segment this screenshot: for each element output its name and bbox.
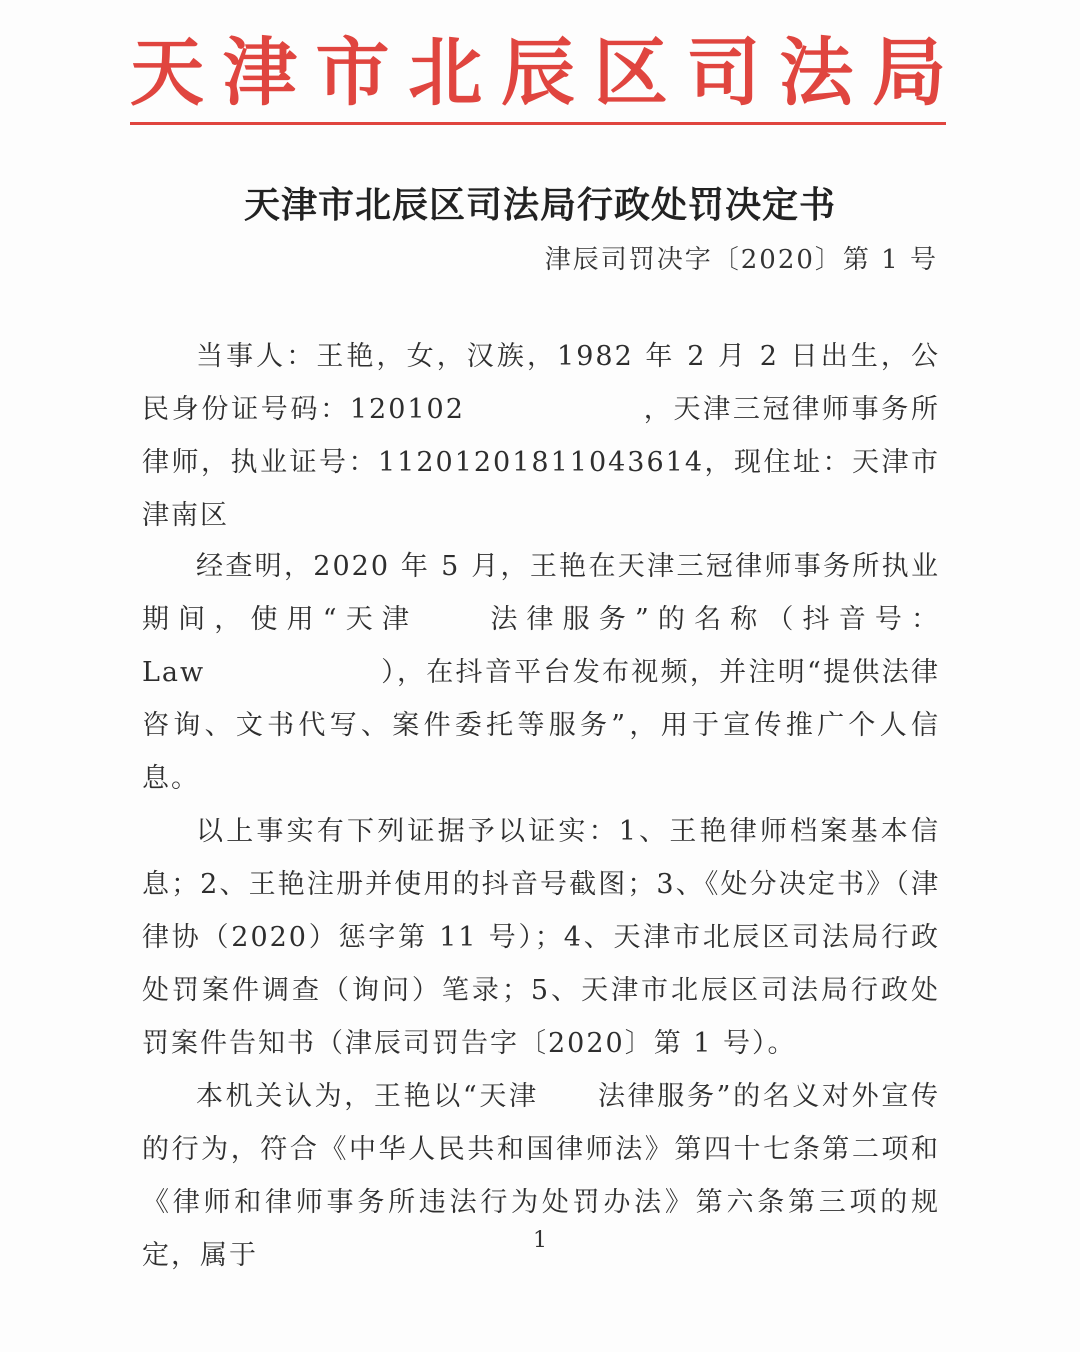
facts-section [142,540,940,1282]
document-number: 津辰司罚决字〔2020〕第 1 号 [544,245,938,275]
party-section [142,330,940,542]
evidence-paragraph: 以上事实有下列证据予以证实：1、王艳律师档案基本信息；2、王艳注册并使用的抖音号截图；3、《处分决定书》（津律协（2020）惩字第 11 号）；4、天津市北辰区司法局行政处罚案件调查（询问）笔录；5、天津市北辰区司法局行政处罚案件告知书（津辰司罚告字〔2020〕第 1 号）。 [142,816,940,1059]
page-number: 1 [533,1228,547,1253]
letterhead-red-rule [130,122,946,125]
party-paragraph: 当事人：王艳，女，汉族，1982 年 2 月 2 日出生，公民身份证号码：120102 ，天津三冠律师事务所律师，执业证号：11201201811043614，现住址：天津市津南区 [142,341,940,531]
finding-paragraph: 本机关认为，王艳以“天津 法律服务”的名义对外宣传的行为，符合《中华人民共和国律师法》第四十七条第二项和《律师和律师事务所违法行为处罚办法》第六条第三项的规定，属于 [142,1081,940,1271]
letterhead-org-name: 天津市北辰区司法局 [130,30,946,116]
document-title: 天津市北辰区司法局行政处罚决定书 [243,185,836,226]
facts-paragraph: 经查明，2020 年 5 月，王艳在天津三冠律师事务所执业期间，使用“天津 法律服务”的名称（抖音号：Law ），在抖音平台发布视频，并注明“提供法律咨询、文书代写、案件委托等服务”，用于宣传推广个人信息。 [142,551,940,794]
